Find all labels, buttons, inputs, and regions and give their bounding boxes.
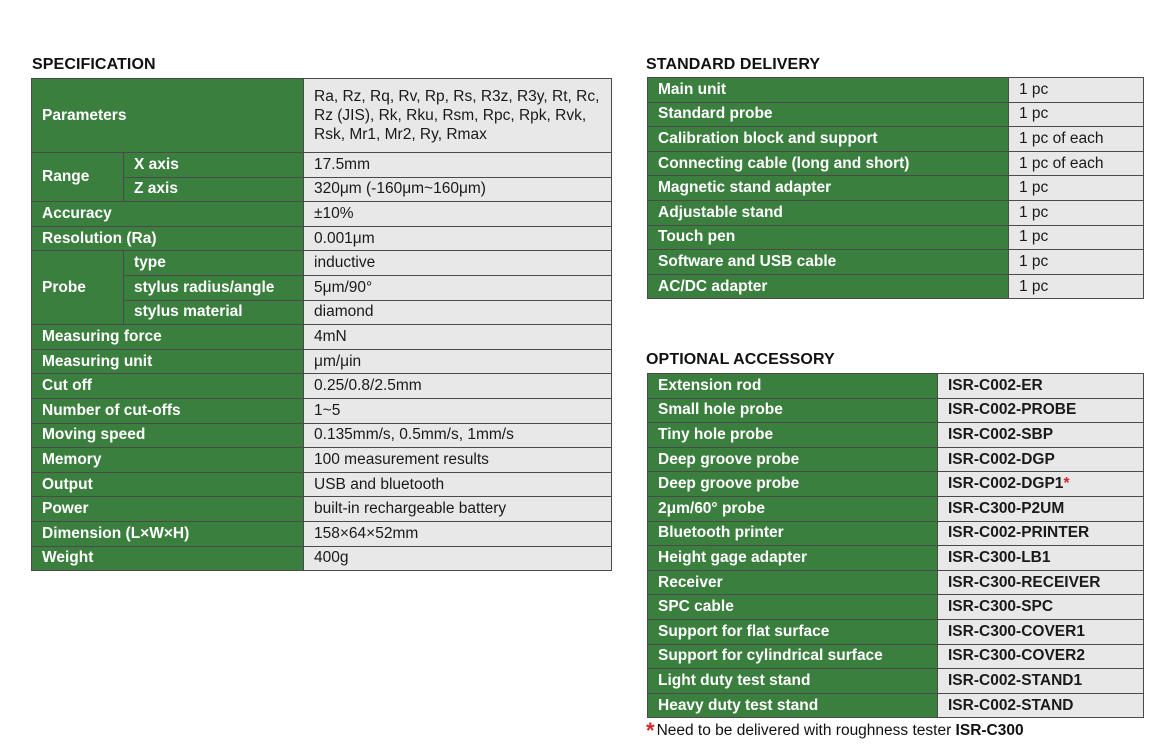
spec-value-output: USB and bluetooth (304, 472, 612, 497)
accessory-label: Bluetooth printer (648, 521, 938, 546)
range-z-label: Z axis (124, 177, 304, 202)
footnote (646, 718, 1024, 744)
accessory-code: ISR-C002-PROBE (938, 398, 1144, 423)
delivery-label: Standard probe (648, 102, 1009, 127)
optional-accessory-table (647, 373, 1144, 718)
accessory-code: ISR-C300-P2UM (938, 496, 1144, 521)
spec-value-measuring-force: 4mN (304, 325, 612, 350)
range-z-value: 320μm (-160μm~160μm) (304, 177, 612, 202)
accessory-label: Extension rod (648, 374, 938, 399)
delivery-value: 1 pc (1009, 78, 1144, 103)
accessory-label: Tiny hole probe (648, 423, 938, 448)
accessory-code: ISR-C300-SPC (938, 595, 1144, 620)
delivery-label: Software and USB cable (648, 250, 1009, 275)
delivery-value: 1 pc (1009, 102, 1144, 127)
accessory-label: Receiver (648, 570, 938, 595)
footnote-asterisk: * (646, 718, 655, 743)
accessory-code: ISR-C002-ER (938, 374, 1144, 399)
required-marker: * (1063, 475, 1070, 493)
accessory-code: ISR-C002-STAND1 (938, 669, 1144, 694)
accessory-label: Height gage adapter (648, 546, 938, 571)
spec-label-number-of-cut-offs: Number of cut-offs (32, 398, 304, 423)
range-x-value: 17.5mm (304, 153, 612, 178)
standard-delivery-table (647, 77, 1144, 299)
delivery-value: 1 pc (1009, 225, 1144, 250)
spec-label-output: Output (32, 472, 304, 497)
spec-label-accuracy: Accuracy (32, 202, 304, 227)
delivery-value: 1 pc (1009, 274, 1144, 299)
accessory-label: Small hole probe (648, 398, 938, 423)
optional-accessory-title: OPTIONAL ACCESSORY (646, 351, 835, 368)
delivery-label: Calibration block and support (648, 127, 1009, 152)
footnote-model: ISR-C300 (955, 722, 1024, 739)
spec-label-moving-speed: Moving speed (32, 423, 304, 448)
delivery-value: 1 pc (1009, 176, 1144, 201)
probe-radius-value: 5μm/90° (304, 275, 612, 300)
spec-label-cut-off: Cut off (32, 374, 304, 399)
probe-material-value: diamond (304, 300, 612, 325)
spec-value-weight: 400g (304, 546, 612, 571)
spec-value-power: built-in rechargeable battery (304, 497, 612, 522)
probe-radius-label: stylus radius/angle (124, 275, 304, 300)
accessory-label: Support for cylindrical surface (648, 644, 938, 669)
accessory-label: Heavy duty test stand (648, 693, 938, 718)
spec-value-dimension: 158×64×52mm (304, 521, 612, 546)
accessory-code-cell (938, 472, 1144, 497)
accessory-code: ISR-C002-DGP (938, 447, 1144, 472)
spec-value-accuracy: ±10% (304, 202, 612, 227)
spec-value-measuring-unit: μm/μin (304, 349, 612, 374)
delivery-label: AC/DC adapter (648, 274, 1009, 299)
delivery-value: 1 pc of each (1009, 127, 1144, 152)
delivery-value: 1 pc (1009, 200, 1144, 225)
parameters-value: Ra, Rz, Rq, Rv, Rp, Rs, R3z, R3y, Rt, Rc, Rz (JIS), Rk, Rku, Rsm, Rpc, Rpk, Rvk, Rsk, Mr1, Mr2, Ry, Rmax (304, 79, 612, 153)
accessory-label: Support for flat surface (648, 619, 938, 644)
spec-value-moving-speed: 0.135mm/s, 0.5mm/s, 1mm/s (304, 423, 612, 448)
standard-delivery-title: STANDARD DELIVERY (646, 56, 821, 73)
probe-type-value: inductive (304, 251, 612, 276)
accessory-label: Light duty test stand (648, 669, 938, 694)
spec-value-memory: 100 measurement results (304, 448, 612, 473)
delivery-label: Connecting cable (long and short) (648, 151, 1009, 176)
accessory-code: ISR-C002-STAND (938, 693, 1144, 718)
accessory-code: ISR-C002-DGP1 (948, 475, 1064, 493)
probe-label: Probe (32, 251, 124, 325)
footnote-text: Need to be delivered with roughness tester (656, 722, 956, 739)
spec-label-dimension: Dimension (L×W×H) (32, 521, 304, 546)
delivery-label: Magnetic stand adapter (648, 176, 1009, 201)
spec-label-measuring-unit: Measuring unit (32, 349, 304, 374)
spec-label-power: Power (32, 497, 304, 522)
accessory-label: Deep groove probe (648, 447, 938, 472)
spec-label-memory: Memory (32, 448, 304, 473)
accessory-label: Deep groove probe (648, 472, 938, 497)
delivery-value: 1 pc of each (1009, 151, 1144, 176)
accessory-code: ISR-C300-COVER1 (938, 619, 1144, 644)
spec-label-resolution: Resolution (Ra) (32, 226, 304, 251)
delivery-label: Touch pen (648, 225, 1009, 250)
delivery-label: Main unit (648, 78, 1009, 103)
delivery-label: Adjustable stand (648, 200, 1009, 225)
accessory-label: 2μm/60° probe (648, 496, 938, 521)
delivery-value: 1 pc (1009, 250, 1144, 275)
spec-value-number-of-cut-offs: 1~5 (304, 398, 612, 423)
parameters-label: Parameters (32, 79, 304, 153)
spec-value-cut-off: 0.25/0.8/2.5mm (304, 374, 612, 399)
probe-material-label: stylus material (124, 300, 304, 325)
range-x-label: X axis (124, 153, 304, 178)
specification-title: SPECIFICATION (32, 56, 156, 73)
range-label: Range (32, 153, 124, 202)
accessory-code: ISR-C300-COVER2 (938, 644, 1144, 669)
spec-label-weight: Weight (32, 546, 304, 571)
accessory-code: ISR-C002-PRINTER (938, 521, 1144, 546)
spec-label-measuring-force: Measuring force (32, 325, 304, 350)
accessory-code: ISR-C300-LB1 (938, 546, 1144, 571)
accessory-code: ISR-C300-RECEIVER (938, 570, 1144, 595)
probe-type-label: type (124, 251, 304, 276)
spec-value-resolution: 0.001μm (304, 226, 612, 251)
accessory-code: ISR-C002-SBP (938, 423, 1144, 448)
accessory-label: SPC cable (648, 595, 938, 620)
specification-table (31, 78, 612, 571)
